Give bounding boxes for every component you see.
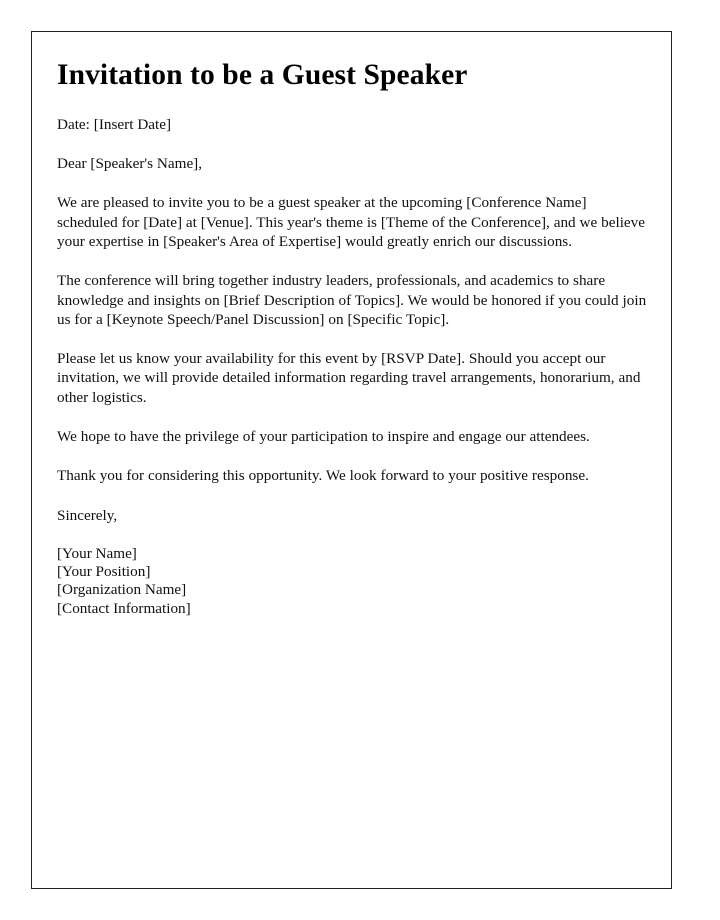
- document-content-area: [32, 32, 671, 618]
- signature-line-name: [Your Name]: [57, 544, 137, 562]
- closing-line: Sincerely,: [57, 506, 118, 524]
- body-paragraph-5: Thank you for considering this opportunity. We look forward to your positive response.: [57, 467, 589, 485]
- letter-body: [57, 115, 649, 618]
- page-title: Invitation to be a Guest Speaker: [57, 59, 468, 91]
- signature-line-contact: [Contact Information]: [57, 599, 191, 617]
- document-page: [31, 31, 672, 889]
- signature-line-organization: [Organization Name]: [57, 581, 187, 599]
- signature-line-position: [Your Position]: [57, 563, 151, 581]
- body-paragraph-4: We hope to have the privilege of your participation to inspire and engage our attendees.: [57, 428, 590, 446]
- signature-block: [57, 545, 649, 618]
- salutation-line: Dear [Speaker's Name],: [57, 155, 203, 173]
- date-line: Date: [Insert Date]: [57, 115, 172, 133]
- body-paragraph-3: Please let us know your availability for this event by [RSVP Date]. Should you accept our invitation, we will provide detailed information regarding travel arrangements, honorarium, and other logistics.: [57, 350, 641, 406]
- body-paragraph-2: The conference will bring together industry leaders, professionals, and academics to share knowledge and insights on [Brief Description of Topics]. We would be honored if you could join us for a [Keynote Speech/Panel Discussion] on [Specific Topic].: [57, 272, 647, 328]
- body-paragraph-1: We are pleased to invite you to be a guest speaker at the upcoming [Conference Name] scheduled for [Date] at [Venue]. This year's theme is [Theme of the Conference], and we believe your expertise in [Speaker's Area of Expertise] would greatly enrich our discussions.: [57, 194, 646, 250]
